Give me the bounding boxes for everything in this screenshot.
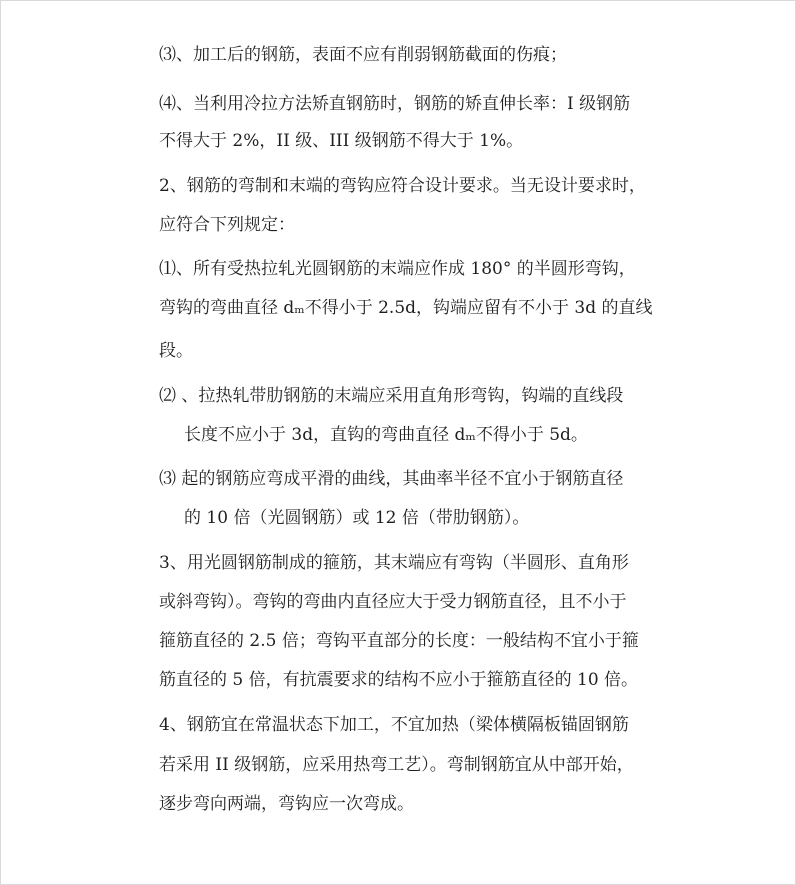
text-line: 4、钢筋宜在常温状态下加工，不宜加热（梁体横隔板锚固钢筋 bbox=[159, 715, 629, 735]
text-line: 段。 bbox=[159, 341, 193, 361]
text-line: 若采用 II 级钢筋，应采用热弯工艺）。弯制钢筋宜从中部开始， bbox=[159, 755, 634, 775]
text-line: 不得大于 2%，II 级、III 级钢筋不得大于 1%。 bbox=[159, 131, 524, 151]
text-line: 筋直径的 5 倍，有抗震要求的结构不应小于箍筋直径的 10 倍。 bbox=[159, 670, 639, 690]
text-line: 应符合下列规定： bbox=[159, 215, 295, 235]
text-line: ⑴、所有受热拉轧光圆钢筋的末端应作成 180° 的半圆形弯钩， bbox=[159, 259, 636, 279]
text-line: ⑶ 起的钢筋应弯成平滑的曲线，其曲率半径不宜小于钢筋直径 bbox=[159, 469, 624, 489]
text-line: 或斜弯钩）。弯钩的弯曲内直径应大于受力钢筋直径，且不小于 bbox=[159, 592, 627, 612]
text-line: 的 10 倍（光圆钢筋）或 12 倍（带肋钢筋）。 bbox=[184, 508, 530, 528]
text-line: 3、用光圆钢筋制成的箍筋，其末端应有弯钩（半圆形、直角形 bbox=[159, 553, 629, 573]
text-line: 2、钢筋的弯制和末端的弯钩应符合设计要求。当无设计要求时， bbox=[159, 176, 646, 196]
text-line: 长度不应小于 3d，直钩的弯曲直径 dₘ不得小于 5d。 bbox=[184, 425, 588, 445]
text-line: 箍筋直径的 2.5 倍；弯钩平直部分的长度：一般结构不宜小于箍 bbox=[159, 631, 639, 651]
text-line: 逐步弯向两端，弯钩应一次弯成。 bbox=[159, 794, 414, 814]
text-line: 弯钩的弯曲直径 dₘ不得小于 2.5d，钩端应留有不小于 3d 的直线 bbox=[159, 298, 653, 318]
text-line: ⑵ 、拉热轧带肋钢筋的末端应采用直角形弯钩，钩端的直线段 bbox=[159, 386, 624, 406]
text-line: ⑷、当利用冷拉方法矫直钢筋时，钢筋的矫直伸长率：I 级钢筋 bbox=[159, 94, 631, 114]
text-line: ⑶、加工后的钢筋，表面不应有削弱钢筋截面的伤痕； bbox=[159, 45, 567, 65]
